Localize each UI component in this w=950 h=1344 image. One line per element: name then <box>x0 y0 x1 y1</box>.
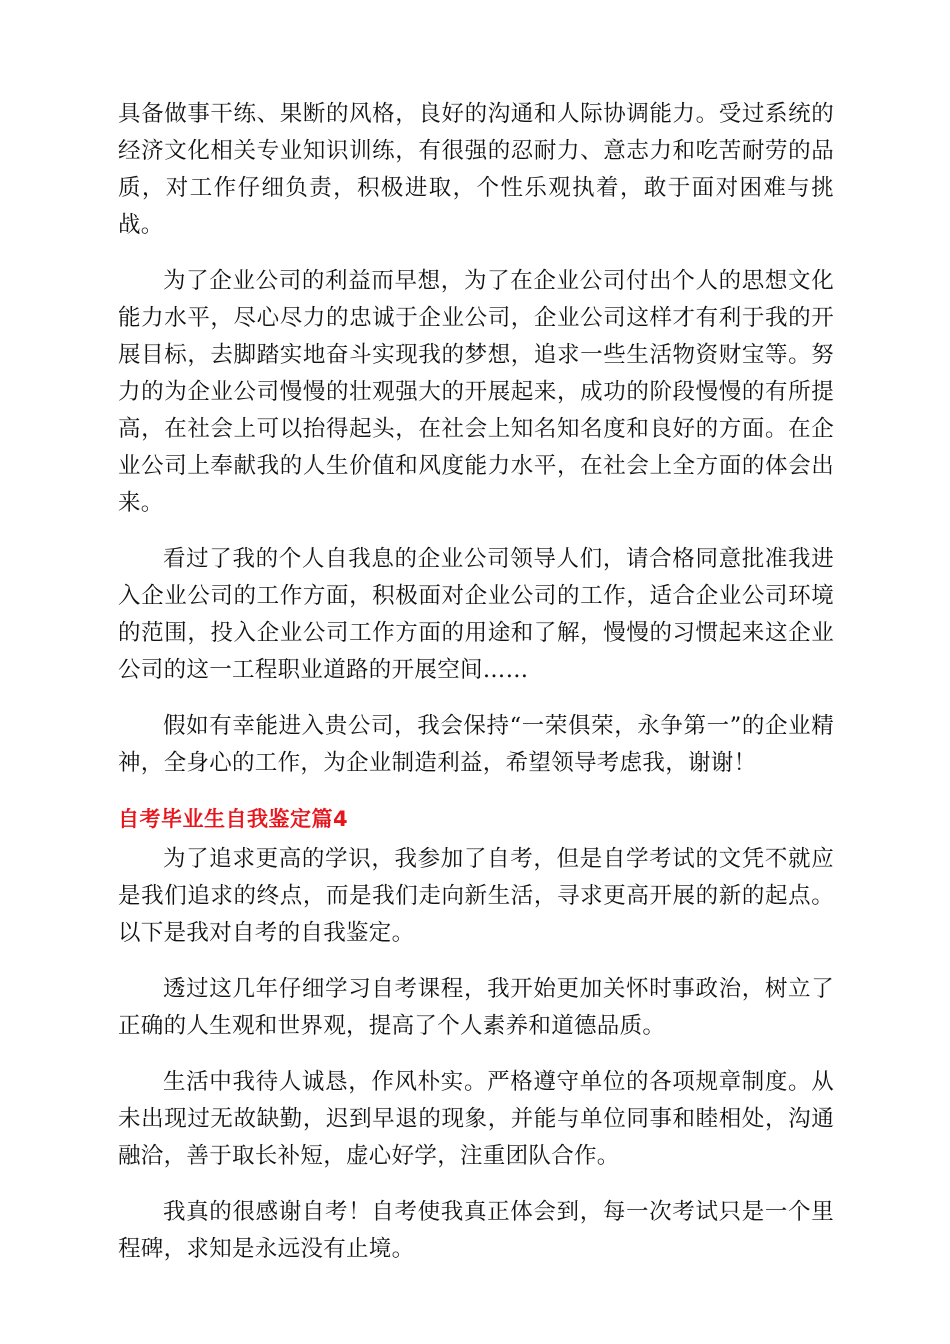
paragraph: 透过这几年仔细学习自考课程，我开始更加关怀时事政治，树立了正确的人生观和世界观，提高了个人素养和道德品质。 <box>118 976 834 1039</box>
paragraph: 看过了我的个人自我息的企业公司领导人们，请合格同意批准我进入企业公司的工作方面，积极面对企业公司的工作，适合企业公司环境的范围，投入企业公司工作方面的用途和了解，慢慢的习惯起来这企业公司的这一工程职业道路的开展空间…… <box>118 546 834 683</box>
paragraph: 生活中我待人诚恳，作风朴实。严格遵守单位的各项规章制度。从未出现过无故缺勤，迟到早退的现象，并能与单位同事和睦相处，沟通融洽，善于取长补短，虚心好学，注重团队合作。 <box>118 1069 834 1169</box>
document-page <box>118 96 834 1287</box>
paragraph-continued: 具备做事干练、果断的风格，良好的沟通和人际协调能力。受过系统的经济文化相关专业知识训练，有很强的忍耐力、意志力和吃苦耐劳的品质，对工作仔细负责，积极进取，个性乐观执着，敢于面对困难与挑战。 <box>118 101 834 238</box>
paragraph: 假如有幸能进入贵公司，我会保持“一荣俱荣，永争第一”的企业精神，全身心的工作，为企业制造利益，希望领导考虑我，谢谢！ <box>118 713 834 776</box>
paragraph: 为了追求更高的学识，我参加了自考，但是自学考试的文凭不就应是我们追求的终点，而是我们走向新生活，寻求更高开展的新的起点。以下是我对自考的自我鉴定。 <box>118 846 834 946</box>
paragraph: 为了企业公司的利益而早想，为了在企业公司付出个人的思想文化能力水平，尽心尽力的忠诚于企业公司，企业公司这样才有利于我的开展目标，去脚踏实地奋斗实现我的梦想，追求一些生活物资财宝等。努力的为企业公司慢慢的壮观强大的开展起来，成功的阶段慢慢的有所提高，在社会上可以抬得起头，在社会上知名知名度和良好的方面。在企业公司上奉献我的人生价值和风度能力水平，在社会上全方面的体会出来。 <box>118 268 834 516</box>
paragraph: 我真的很感谢自考！自考使我真正体会到，每一次考试只是一个里程碑，求知是永远没有止境。 <box>118 1199 834 1262</box>
section-heading: 自考毕业生自我鉴定篇4 <box>118 807 349 831</box>
